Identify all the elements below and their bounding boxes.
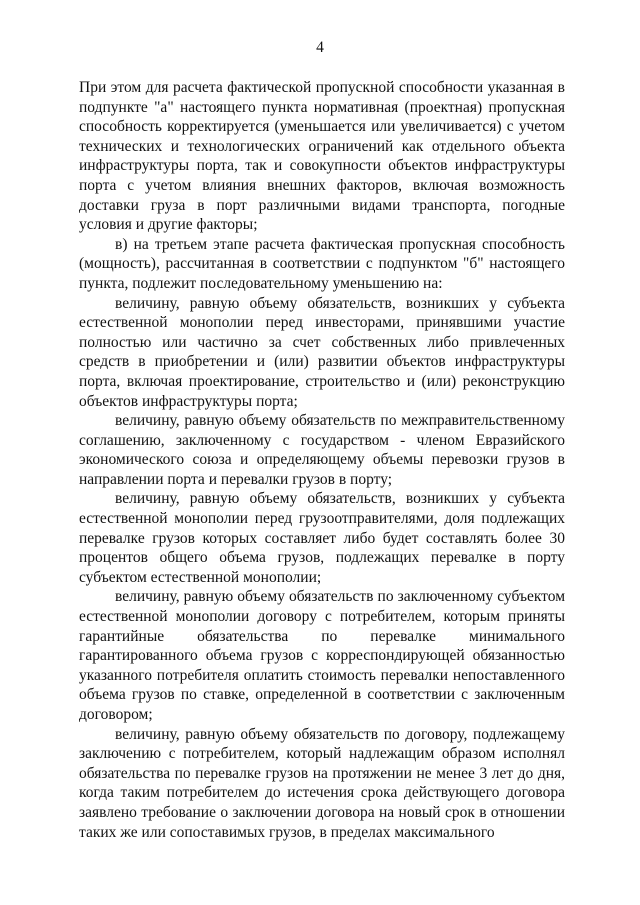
- document-body: [79, 78, 565, 842]
- page-number: 4: [316, 39, 324, 56]
- paragraph-4: величину, равную объему обязательств по межправительственному соглашению, заключенному с государством - членом Евразийского экономического союза и определяющему объемы перевозки грузов в направлении порта и перевалки грузов в порту;: [79, 412, 565, 488]
- paragraph-5: величину, равную объему обязательств, возникших у субъекта естественной монополии перед грузоотправителями, доля подлежащих перевалке грузов которых составляет либо будет составлять более 30 процентов общего объема грузов, подлежащих перевалке в порту субъектом естественной монополии;: [79, 490, 565, 586]
- paragraph-3: величину, равную объему обязательств, возникших у субъекта естественной монополии перед инвесторами, принявшими участие полностью или частично за счет собственных либо привлеченных средств в приобретении и (или) развитии объектов инфраструктуры порта, включая проектирование, строительство и (или) реконструкцию объектов инфраструктуры порта;: [79, 294, 565, 410]
- paragraph-2: в) на третьем этапе расчета фактическая пропускная способность (мощность), рассчитанная в соответствии с подпунктом "б" настоящего пункта, подлежит последовательному уменьшению на:: [79, 235, 565, 292]
- paragraph-6: величину, равную объему обязательств по заключенному субъектом естественной монополии договору с потребителем, которым приняты гарантийные обязательства по перевалке минимального гарантированного объема грузов с корреспондирующей обязанностью указанного потребителя оплатить стоимость перевалки непоставленного объема грузов по ставке, определенной в соответствии с заключенным договором;: [79, 588, 565, 723]
- paragraph-1: При этом для расчета фактической пропускной способности указанная в подпункте "а" настоящего пункта нормативная (проектная) пропускная способность корректируется (уменьшается или увеличивается) с учетом технических и технологических ограничений как отдельного объекта инфраструктуры порта, так и совокупности объектов инфраструктуры порта с учетом влияния внешних факторов, включая возможность доставки груза в порт различными видами транспорта, погодные условия и другие факторы;: [79, 79, 565, 234]
- paragraph-7: величину, равную объему обязательств по договору, подлежащему заключению с потребителем, который надлежащим образом исполнял обязательства по перевалке грузов на протяжении не менее 3 лет до дня, когда таким потребителем до истечения срока действующего договора заявлено требование о заключении договора на новый срок в отношении таких же или сопоставимых грузов, в пределах максимального: [79, 725, 565, 841]
